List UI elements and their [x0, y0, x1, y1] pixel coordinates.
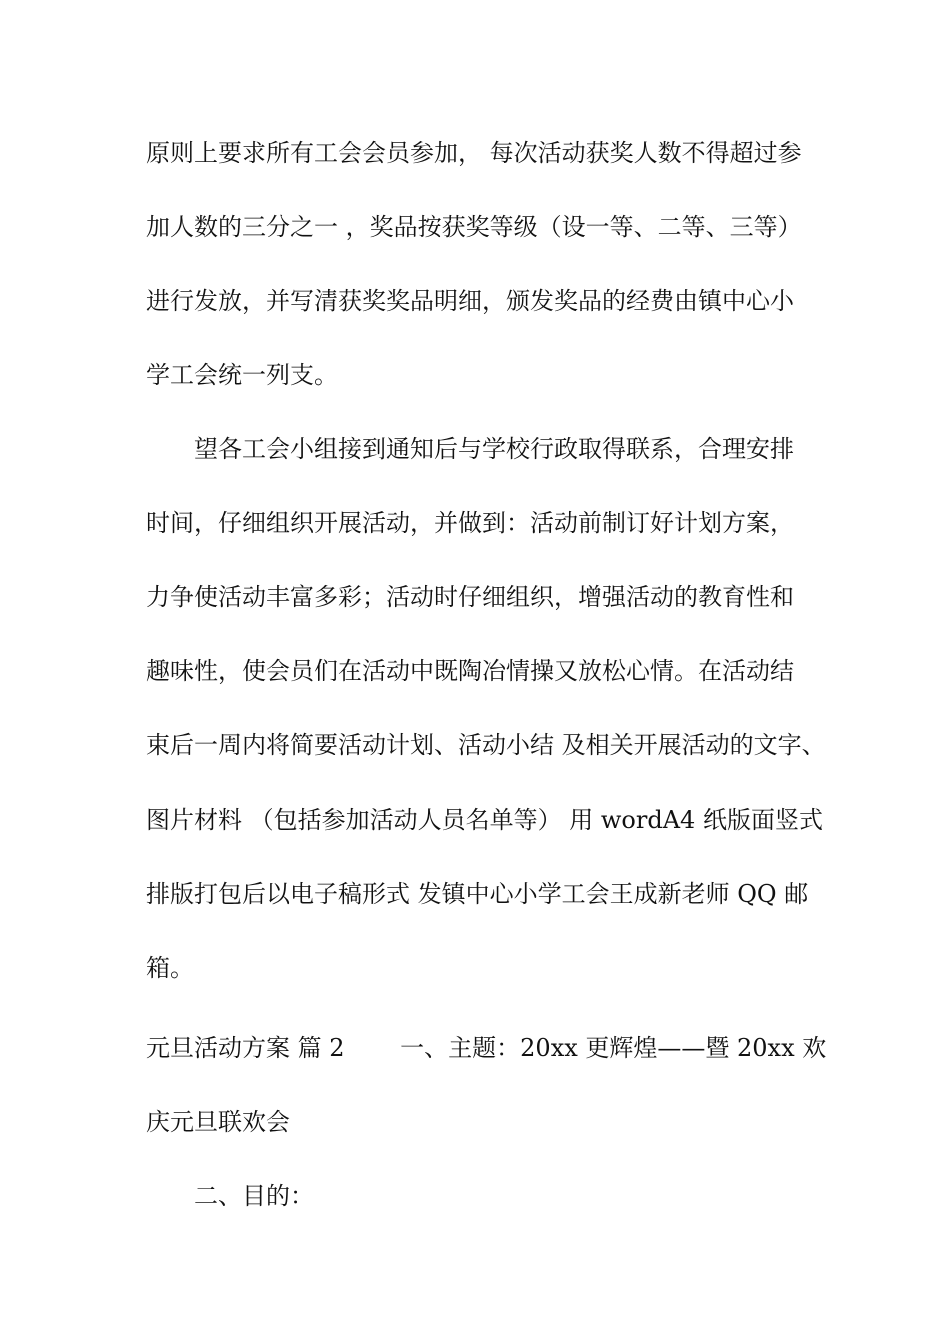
paragraph-line-3: 进行发放，并写清获奖奖品明细，颁发奖品的经费由镇中心小 [146, 287, 794, 315]
section-heading-line: 元旦活动方案 篇 2 一、主题：20xx 更辉煌——暨 20xx 欢 [146, 1034, 827, 1062]
paragraph-line-5: 望各工会小组接到通知后与学校行政取得联系，合理安排 [194, 435, 794, 463]
paragraph-line-11: 排版打包后以电子稿形式 发镇中心小学工会王成新老师 QQ 邮 [146, 880, 809, 908]
paragraph-line-2: 加人数的三分之一 ，奖品按获奖等级（设一等、二等、三等） [146, 213, 802, 241]
paragraph-line-10: 图片材料 （包括参加活动人员名单等） 用 wordA4 纸版面竖式 [146, 806, 823, 834]
paragraph-line-8: 趣味性，使会员们在活动中既陶冶情操又放松心情。在活动结 [146, 657, 794, 685]
paragraph-line-9: 束后一周内将简要活动计划、活动小结 及相关开展活动的文字、 [146, 731, 826, 759]
paragraph-line-4: 学工会统一列支。 [146, 361, 338, 389]
paragraph-line-12: 箱。 [146, 954, 194, 982]
paragraph-line-1: 原则上要求所有工会会员参加， 每次活动获奖人数不得超过参 [146, 139, 802, 167]
purpose-heading: 二、目的： [194, 1182, 314, 1210]
paragraph-line-6: 时间，仔细组织开展活动，并做到：活动前制订好计划方案， [146, 509, 794, 537]
paragraph-line-7: 力争使活动丰富多彩；活动时仔细组织，增强活动的教育性和 [146, 583, 794, 611]
section-subtitle-line: 庆元旦联欢会 [146, 1108, 290, 1136]
